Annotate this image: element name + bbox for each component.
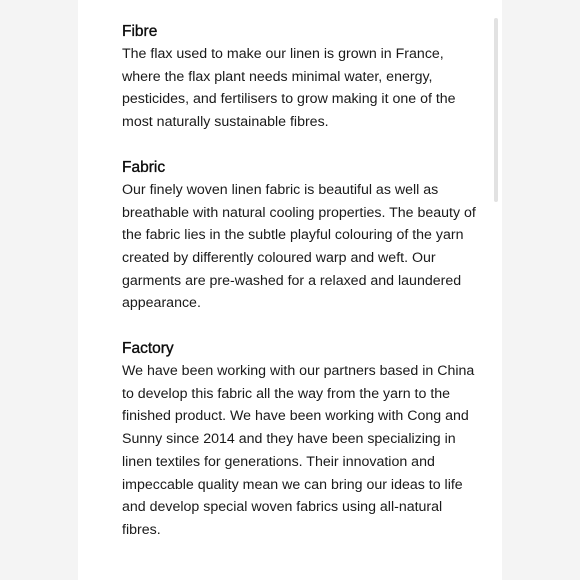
- scrollbar[interactable]: [494, 18, 498, 202]
- section-body-fibre: The flax used to make our linen is grown in France, where the flax plant needs minimal water, energy, pesticides, and fertilisers to grow making it one of the most naturally sustainable fibres.: [122, 46, 456, 131]
- section-fibre: [122, 20, 482, 134]
- section-body-factory: We have been working with our partners based in China to develop this fabric all the way from the yarn to the finished product. We have been working with Cong and Sunny since 2014 and they have been specializing in linen textiles for generations. Their innovation and impeccable quality mean we can bring our ideas to life and develop special woven fabrics using all-natural fibres.: [122, 363, 475, 538]
- section-factory: [122, 337, 482, 542]
- scrollbar-thumb[interactable]: [494, 18, 498, 202]
- section-title-factory: Factory: [122, 340, 174, 358]
- section-fabric: [122, 156, 482, 315]
- section-title-fibre: Fibre: [122, 23, 158, 40]
- product-details: [122, 20, 482, 564]
- section-title-fabric: Fabric: [122, 158, 166, 176]
- section-body-fabric: Our finely woven linen fabric is beautiful as well as breathable with natural cooling properties. The beauty of the fabric lies in the subtle playful colouring of the yarn created by differently coloured warp and weft. Our garments are pre-washed for a relaxed and laundered appearance.: [122, 181, 476, 312]
